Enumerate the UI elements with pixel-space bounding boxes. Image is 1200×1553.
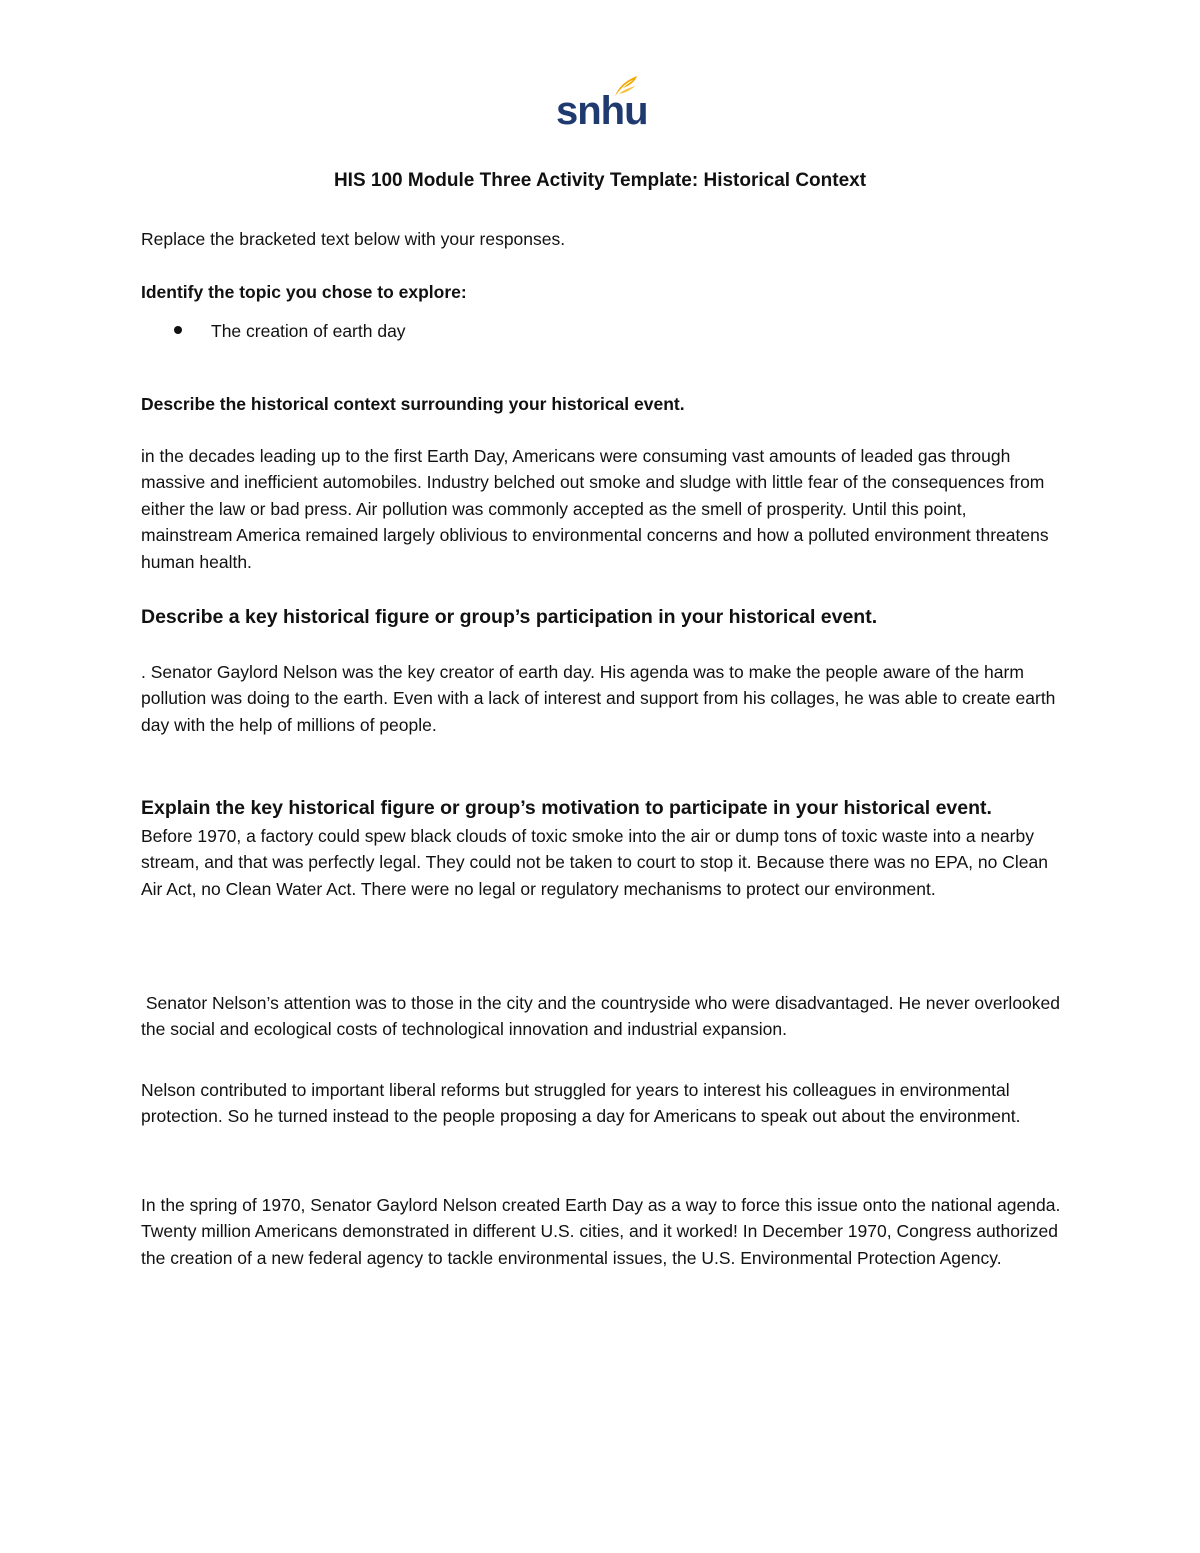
topic-bullet-text: The creation of earth day <box>211 321 406 341</box>
snhu-logo <box>556 74 648 134</box>
context-heading: Describe the historical context surrounding your historical event. <box>141 394 685 414</box>
motivation-paragraph-1: Before 1970, a factory could spew black clouds of toxic smoke into the air or dump tons of toxic waste into a nearby stream, and that was perfectly legal. They could not be taken to court to stop it. Because there was no EPA, no Clean Air Act, no Clean Water Act. There were no legal or regulatory mechanisms to protect our environment. <box>141 826 1048 899</box>
list-item <box>174 318 406 344</box>
motivation-paragraph-2: Senator Nelson’s attention was to those in the city and the countryside who were disadvantaged. He never overlooked the social and ecological costs of technological innovation and industrial expansion. <box>141 993 1065 1040</box>
context-body: in the decades leading up to the first Earth Day, Americans were consuming vast amounts of leaded gas through massive and inefficient automobiles. Industry belched out smoke and sludge with little fear of the consequences from either the law or bad press. Air pollution was commonly accepted as the smell of prosperity. Until this point, mainstream America remained largely oblivious to environmental concerns and how a polluted environment threatens human health. <box>141 446 1049 572</box>
page-title: HIS 100 Module Three Activity Template: Historical Context <box>333 170 867 191</box>
motivation-heading: Explain the key historical figure or group’s motivation to participate in your historical event. <box>141 797 992 819</box>
participation-body: . Senator Gaylord Nelson was the key creator of earth day. His agenda was to make the people aware of the harm pollution was doing to the earth. Even with a lack of interest and support from his collages, he was able to create earth day with the help of millions of people. <box>141 662 1056 735</box>
instructions-text: Replace the bracketed text below with your responses. <box>141 229 566 249</box>
bullet-icon <box>174 326 182 334</box>
logo-text: snhu <box>556 89 648 133</box>
participation-heading: Describe a key historical figure or group’s participation in your historical event. <box>141 606 878 628</box>
topic-heading: Identify the topic you chose to explore: <box>141 282 467 302</box>
motivation-paragraph-3: Nelson contributed to important liberal reforms but struggled for years to interest his colleagues in environmental protection. So he turned instead to the people proposing a day for Americans to speak out about the environment. <box>141 1080 1021 1127</box>
motivation-paragraph-4: In the spring of 1970, Senator Gaylord Nelson created Earth Day as a way to force this issue onto the national agenda. Twenty million Americans demonstrated in different U.S. cities, and it worked! In December 1970, Congress authorized the creation of a new federal agency to tackle environmental issues, the U.S. Environmental Protection Agency. <box>141 1195 1061 1268</box>
flame-icon <box>613 74 639 98</box>
